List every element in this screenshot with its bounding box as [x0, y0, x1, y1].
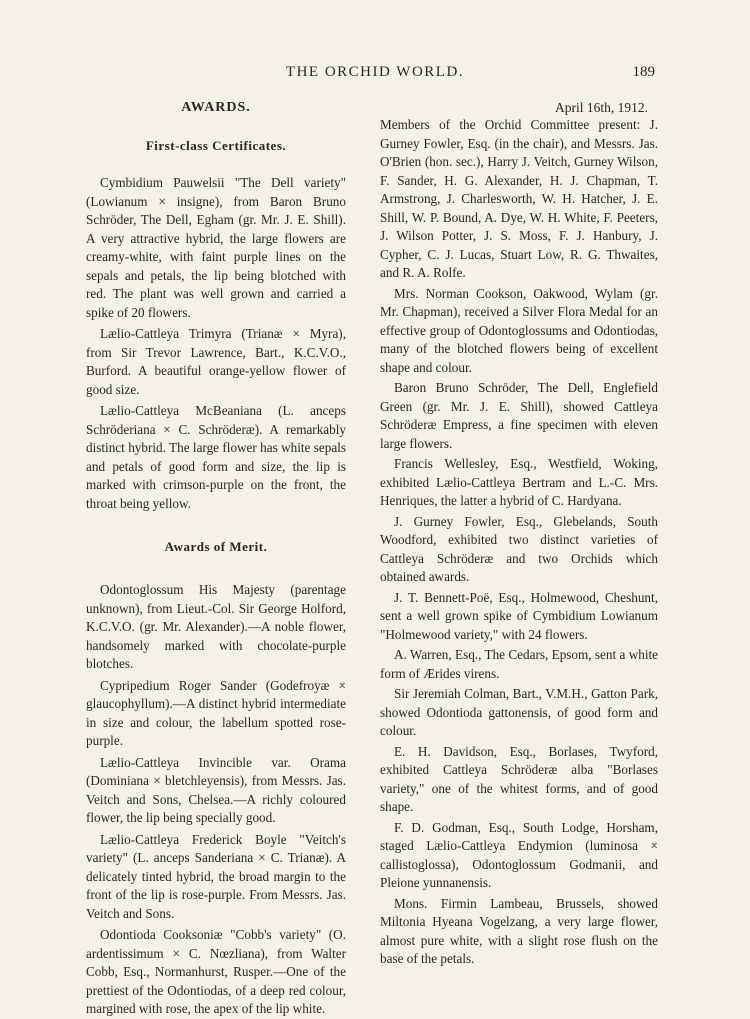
merit-paragraph: Odontioda Cooksoniæ "Cobb's variety" (O. ardentissimum × C. Nœzliana), from Walter Cobb, Esq., Normanhurst, Rusper.—One of the prettiest of the Odontiodas, of a deep red colour, margined with rose, the apex of the lip white. [86, 927, 346, 1016]
committee-notes [380, 116, 658, 969]
committee-paragraph: F. D. Godman, Esq., South Lodge, Horsham, staged Lælio-Cattleya Endymion (luminosa × callistoglossa), Odontoglossum Godmanii, and Pleione yunnanensis. [380, 819, 658, 890]
certificate-paragraph: Cymbidium Pauwelsii "The Dell variety" (Lowianum × insigne), from Baron Bruno Schröder, The Dell, Egham (gr. Mr. J. E. Shill). A very attractive hybrid, the large flowers are creamy-white, with faint purple lines on the sepals and petals, the lip being blotched with red. The plant was well grown and carried a spike of 20 flowers. [86, 175, 346, 320]
certificate-paragraph: Lælio-Cattleya Trimyra (Trianæ × Myra), from Sir Trevor Lawrence, Bart., K.C.V.O., Burford. A beautiful orange-yellow flower of good size. [86, 326, 346, 397]
committee-paragraph: Francis Wellesley, Esq., Westfield, Woking, exhibited Lælio-Cattleya Bertram and L.-C. Mrs. Henriques, the latter a hybrid of C. Hardyana. [380, 456, 658, 508]
committee-paragraph: A. Warren, Esq., The Cedars, Epsom, sent a white form of Ærides virens. [380, 647, 658, 681]
awards-of-merit-heading: Awards of Merit. [164, 539, 268, 554]
merit-paragraph: Cypripedium Roger Sander (Godefroyæ × glaucophyllum).—A distinct hybrid intermediate in size and colour, the labellum spotted rose-purple. [86, 677, 346, 748]
merit-list [86, 581, 346, 1019]
awards-heading: AWARDS. [181, 100, 251, 115]
committee-paragraph: Mrs. Norman Cookson, Oakwood, Wylam (gr. Mr. Chapman), received a Silver Flora Medal for an effective group of Odontoglossums and Odontiodas, many of the blotched flowers being of excellent shape and colour. [380, 285, 658, 375]
merit-paragraph: Odontoglossum His Majesty (parentage unknown), from Lieut.-Col. Sir George Holford, K.C.V.O. (gr. Mr. Alexander).—A noble flower, handsomely marked with chocolate-purple blotches. [86, 582, 346, 671]
page-header [0, 64, 750, 86]
committee-paragraph: Baron Bruno Schröder, The Dell, Englefield Green (gr. Mr. J. E. Shill), showed Cattleya Schröderæ Empress, a fine specimen with eleven large flowers. [380, 380, 658, 451]
committee-paragraph: Members of the Orchid Committee present: J. Gurney Fowler, Esq. (in the chair), and Messrs. Jas. O'Brien (hon. sec.), Harry J. Veitch, Gurney Wilson, F. Sander, H. G. Alexander, H. J. Chapman, T. Armstrong, J. Charlesworth, W. H. Hatcher, J. E. Shill, W. P. Bound, A. Dye, W. H. White, F. Peeters, J. Wilson Potter, J. S. Moss, F. J. Hanbury, J. Cypher, C. J. Lucas, Stuart Low, R. G. Thwaites, and R. A. Rolfe. [380, 117, 658, 280]
committee-paragraph: Sir Jeremiah Colman, Bart., V.M.H., Gatton Park, showed Odontioda gattonensis, of good form and colour. [380, 686, 658, 738]
page-number: 189 [632, 64, 655, 80]
left-column [86, 100, 346, 1019]
first-class-certificates-heading: First-class Certificates. [145, 138, 287, 153]
committee-paragraph: J. Gurney Fowler, Esq., Glebelands, South Woodford, exhibited two distinct varieties of Cattleya Schröderæ and two Orchids which obtained awards. [380, 513, 658, 584]
right-column [380, 100, 658, 969]
certificate-paragraph: Lælio-Cattleya McBeaniana (L. anceps Schröderiana × C. Schröderæ). A remarkably distinct hybrid. The large flower has white sepals and petals of good form and size, the lip is marked with crimson-purple on the front, the throat being yellow. [86, 403, 346, 511]
meeting-date: April 16th, 1912. [555, 100, 648, 115]
first-class-list [86, 174, 346, 513]
merit-paragraph: Lælio-Cattleya Invincible var. Orama (Dominiana × bletchleyensis), from Messrs. Jas. Veitch and Sons, Chelsea.—A richly coloured flower, the lip being specially good. [86, 754, 346, 825]
merit-paragraph: Lælio-Cattleya Frederick Boyle "Veitch's variety" (L. anceps Sanderiana × C. Trianæ). A delicately tinted hybrid, the broad margin to the front of the lip is rose-purple. From Messrs. Jas. Veitch and Sons. [86, 831, 346, 921]
committee-paragraph: J. T. Bennett-Poë, Esq., Holmewood, Cheshunt, sent a well grown spike of Cymbidium Lowianum "Holmewood variety," with 24 flowers. [380, 589, 658, 642]
running-title: THE ORCHID WORLD. [285, 64, 465, 80]
committee-paragraph: Mons. Firmin Lambeau, Brussels, showed Miltonia Hyeana Vogelzang, a very large flower, almost pure white, with a slight rose flush on the base of the petals. [380, 895, 658, 966]
committee-paragraph: E. H. Davidson, Esq., Borlases, Twyford, exhibited Cattleya Schröderæ alba "Borlases variety," one of the whitest forms, and of good shape. [380, 743, 658, 814]
